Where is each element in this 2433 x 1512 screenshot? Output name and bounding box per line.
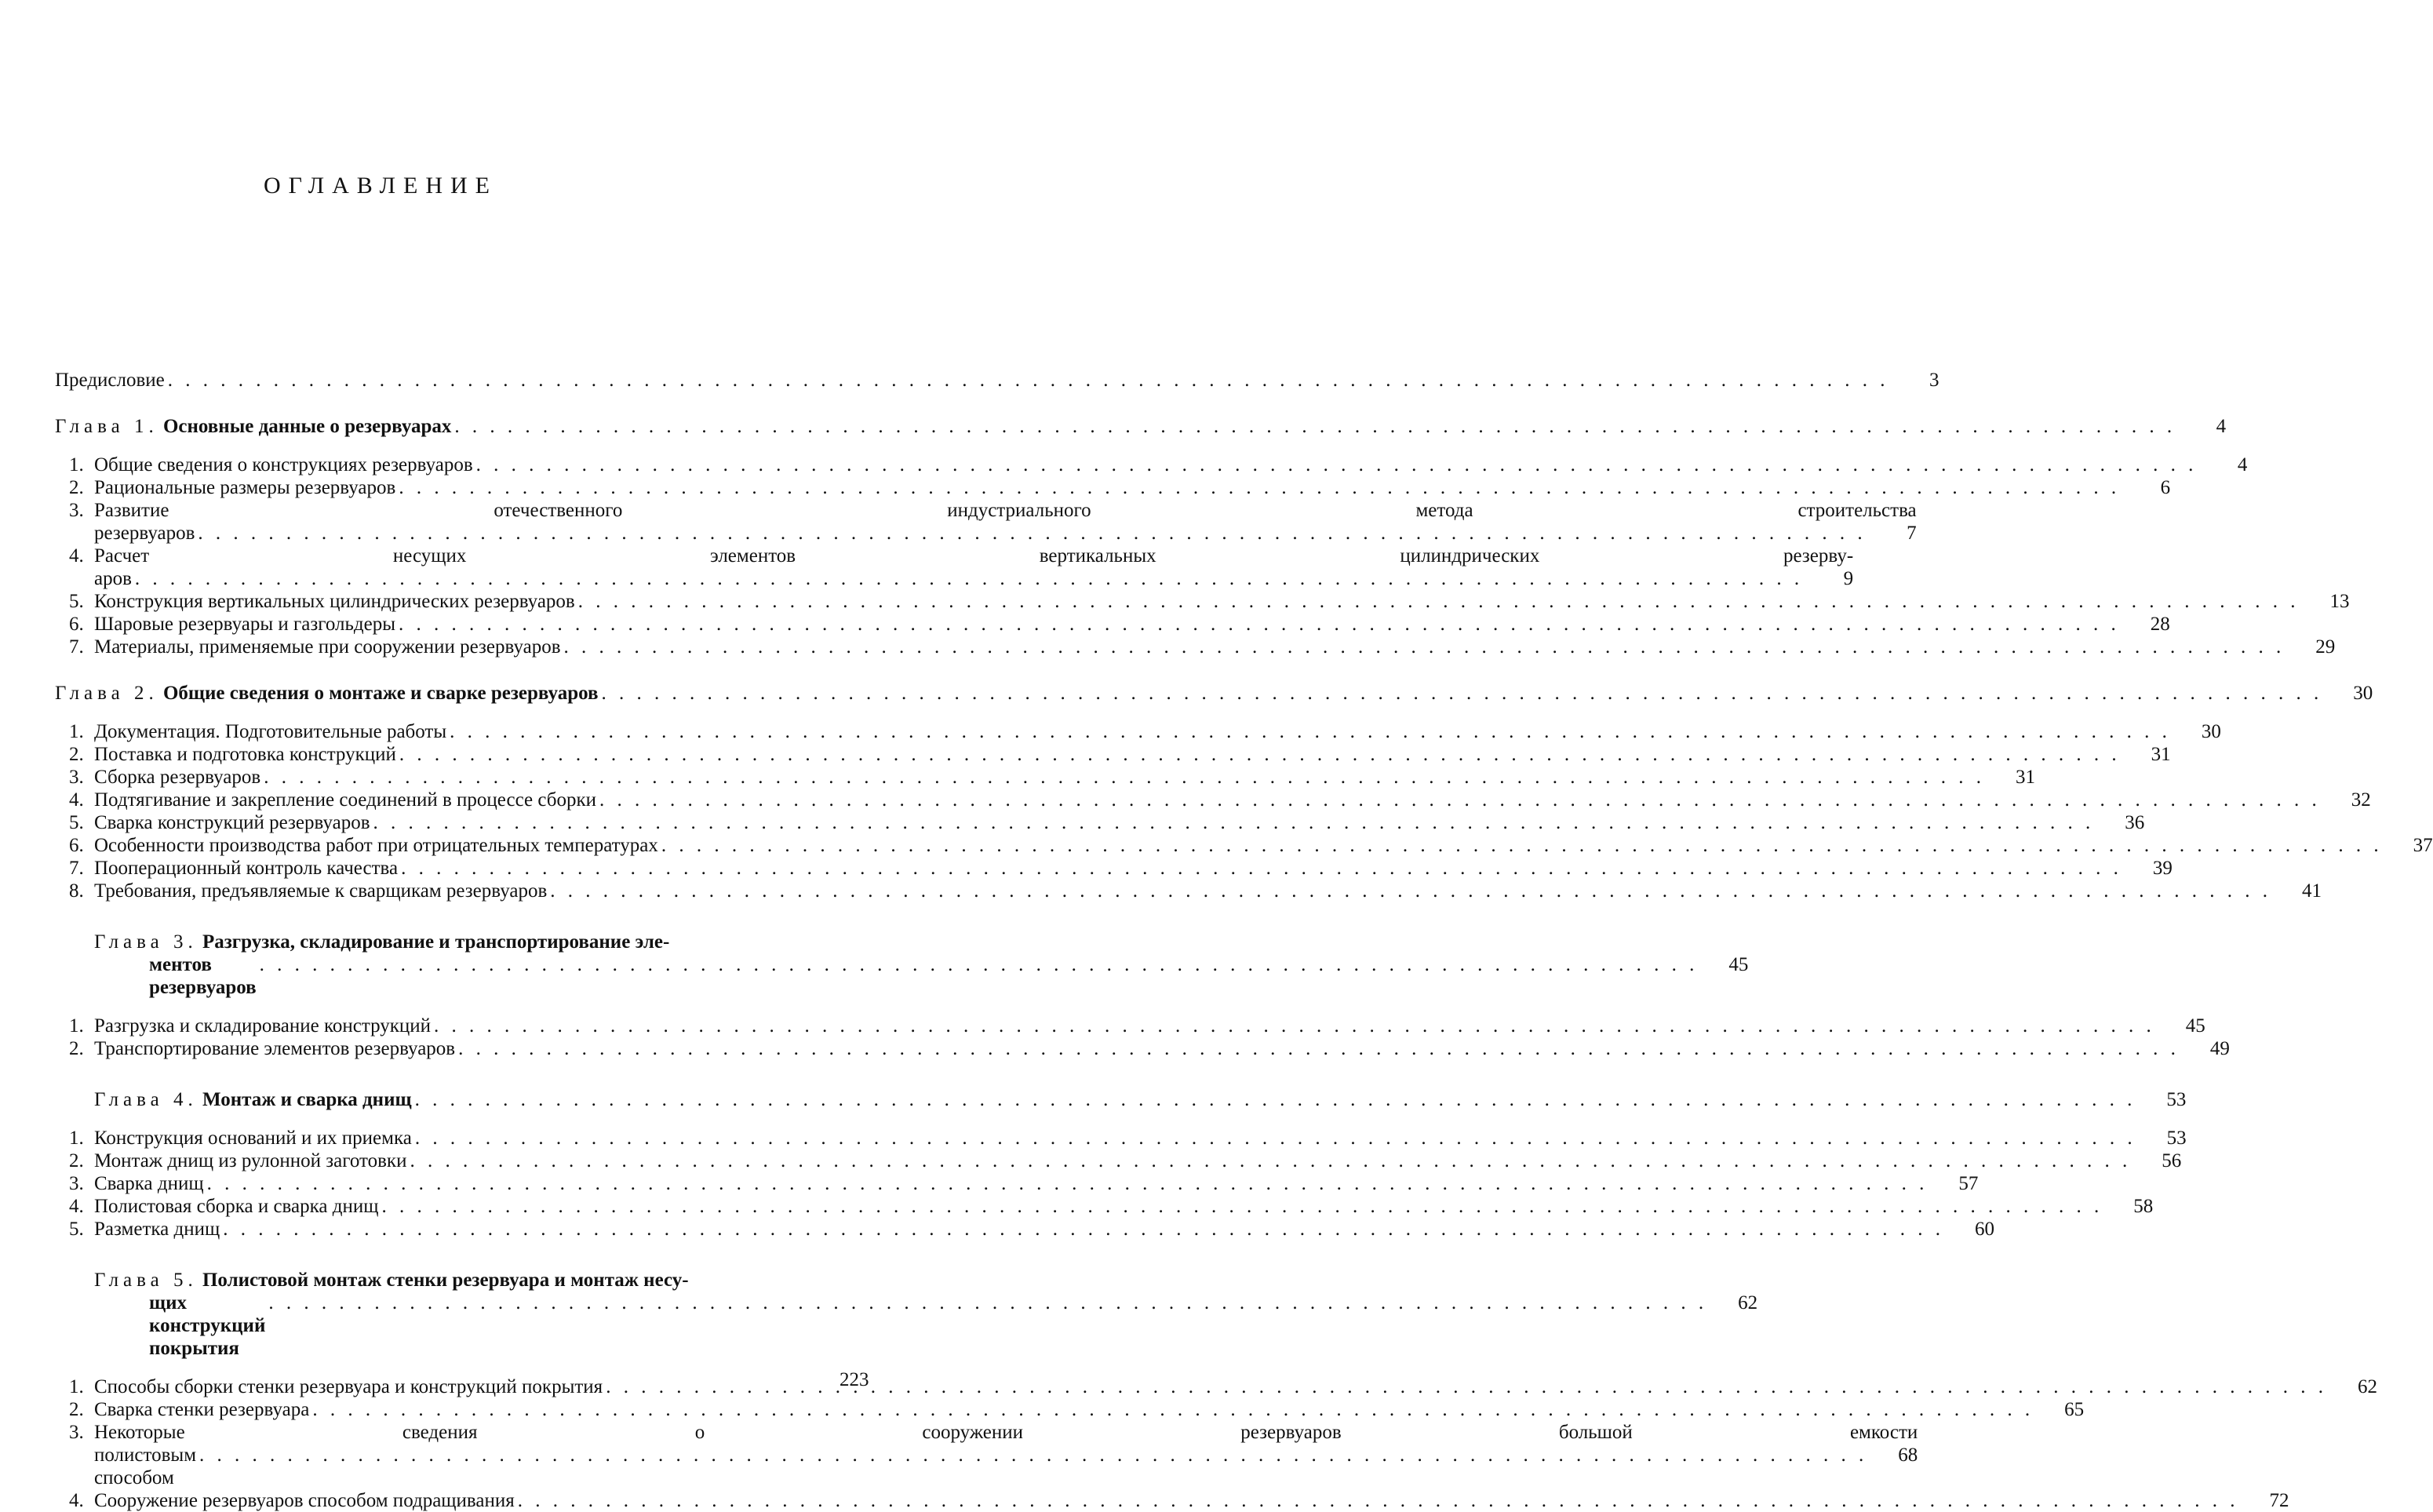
leader-dots (476, 454, 2198, 476)
chapter-page: 62 (1738, 1292, 1758, 1313)
section-page: 62 (2357, 1376, 2377, 1397)
section-title-line-2: аров (94, 568, 132, 589)
leader-dots (661, 834, 2383, 857)
section-page: 37 (2413, 835, 2433, 856)
table-of-contents (55, 369, 2433, 1512)
toc-section[interactable] (55, 1398, 2085, 1421)
chapter-page: 45 (1728, 954, 1749, 975)
leader-dots (223, 1218, 1944, 1241)
chapter-title-line-2: ментов резервуаров (149, 954, 257, 998)
section-number: 2. (69, 1399, 84, 1420)
section-page: 72 (2269, 1490, 2289, 1511)
section-number: 2. (69, 1038, 84, 1059)
leader-dots (415, 1127, 2136, 1149)
section-title: Материалы, применяемые при сооружении резервуаров (94, 636, 561, 658)
leader-dots (168, 369, 1889, 392)
leader-dots (264, 766, 1985, 789)
section-number: 6. (69, 614, 84, 635)
section-number: 2. (69, 477, 84, 498)
toc-chapter-heading[interactable] (55, 415, 2227, 438)
toc-section[interactable] (55, 880, 2322, 902)
toc-chapter-heading[interactable] (55, 931, 1749, 999)
toc-entry-title: Предисловие (55, 370, 165, 391)
toc-section[interactable] (55, 636, 2336, 658)
toc-section[interactable] (55, 476, 2171, 499)
toc-section[interactable] (55, 499, 1917, 545)
toc-section[interactable] (55, 1218, 1994, 1241)
toc-chapter-heading[interactable] (55, 682, 2373, 705)
toc-section[interactable] (55, 811, 2145, 834)
leader-dots (434, 1015, 2155, 1037)
leader-dots (399, 613, 2120, 636)
section-title: Особенности производства работ при отрицательных температурах (94, 835, 658, 856)
section-page: 32 (2351, 789, 2371, 811)
section-title: Документация. Подготовительные работы (94, 721, 447, 742)
toc-section[interactable] (55, 1172, 1979, 1195)
section-number: 2. (69, 1150, 84, 1171)
section-number: 3. (69, 767, 84, 788)
section-title: Сварка стенки резервуара (94, 1399, 310, 1420)
section-number: 5. (69, 1219, 84, 1240)
leader-dots (312, 1398, 2034, 1421)
leader-dots (373, 811, 2095, 834)
section-title: Сварка днищ (94, 1173, 204, 1194)
section-title-line-1: Расчет несущих элементов вертикальных цилиндрических резерву- (94, 545, 1854, 567)
leader-dots (399, 743, 2121, 766)
section-title: Конструкция вертикальных цилиндрических резервуаров (94, 591, 575, 612)
leader-dots (260, 953, 1699, 976)
leader-dots (198, 522, 1866, 545)
section-page: 36 (2125, 812, 2145, 833)
section-number: 1. (69, 454, 84, 475)
leader-dots (458, 1037, 2180, 1060)
page-title: ОГЛАВЛЕНИЕ (264, 173, 497, 199)
section-page: 7 (1907, 523, 1917, 544)
section-title-line-2: резервуаров (94, 523, 195, 544)
toc-section[interactable] (55, 720, 2221, 743)
section-number: 4. (69, 1490, 84, 1511)
toc-chapter-heading[interactable] (55, 1269, 1758, 1360)
page-number: 223 (840, 1369, 869, 1390)
leader-dots (564, 636, 2285, 658)
section-page: 39 (2152, 858, 2173, 879)
toc-section[interactable] (55, 1127, 2187, 1149)
section-page: 56 (2162, 1150, 2182, 1171)
section-page: 58 (2133, 1196, 2154, 1217)
section-page: 60 (1974, 1219, 1994, 1240)
section-page: 65 (2064, 1399, 2085, 1420)
leader-dots (454, 415, 2176, 438)
toc-section[interactable] (55, 1421, 1918, 1489)
section-title: Сооружение резервуаров способом подращивания (94, 1490, 515, 1511)
section-page: 53 (2166, 1128, 2187, 1149)
section-page: 9 (1843, 568, 1854, 589)
section-page: 41 (2302, 880, 2322, 902)
section-title: Шаровые резервуары и газгольдеры (94, 614, 396, 635)
leader-dots (415, 1088, 2136, 1111)
section-page: 31 (2015, 767, 2035, 788)
leader-dots (518, 1489, 2239, 1512)
chapter-label: Глава 5. (94, 1270, 198, 1291)
toc-section[interactable] (55, 590, 2350, 613)
section-page: 28 (2150, 614, 2170, 635)
toc-section[interactable] (55, 1037, 2230, 1060)
section-title: Пооперационный контроль качества (94, 858, 399, 879)
toc-chapter-heading[interactable] (55, 1088, 2187, 1111)
leader-dots (199, 1444, 1867, 1466)
leader-dots (410, 1149, 2131, 1172)
toc-section[interactable] (55, 743, 2171, 766)
section-number: 4. (69, 545, 84, 567)
section-number: 8. (69, 880, 84, 902)
chapter-label: Глава 2. (55, 683, 158, 704)
section-title-line-1: Развитие отечественного индустриального метода строительства (94, 500, 1917, 521)
leader-dots (550, 880, 2271, 902)
chapter-title: Общие сведения о монтаже и сварке резервуаров (162, 683, 599, 704)
section-title: Сборка резервуаров (94, 767, 261, 788)
toc-section[interactable] (55, 545, 1854, 590)
chapter-page: 53 (2166, 1089, 2187, 1110)
chapter-label: Глава 4. (94, 1089, 198, 1110)
chapter-page: 30 (2353, 683, 2373, 704)
section-number: 3. (69, 1422, 84, 1443)
leader-dots (450, 720, 2171, 743)
leader-dots (207, 1172, 1929, 1195)
chapter-title: Монтаж и сварка днищ (202, 1089, 412, 1110)
leader-dots (381, 1195, 2103, 1218)
chapter-title: Основные данные о резервуарах (162, 416, 452, 437)
section-title: Монтаж днищ из рулонной заготовки (94, 1150, 407, 1171)
section-title: Поставка и подготовка конструкций (94, 744, 396, 765)
leader-dots (578, 590, 2300, 613)
leader-dots (401, 857, 2122, 880)
chapter-title-line-1: Полистовой монтаж стенки резервуара и монтаж несу- (202, 1270, 689, 1291)
chapter-title-line-1: Разгрузка, складирование и транспортирование эле- (202, 931, 670, 953)
section-number: 3. (69, 1173, 84, 1194)
toc-section[interactable] (55, 613, 2170, 636)
chapter-page: 4 (2216, 416, 2227, 437)
leader-dots (399, 476, 2120, 499)
leader-dots (599, 789, 2321, 811)
section-title: Конструкция оснований и их приемка (94, 1128, 412, 1149)
section-title-line-1: Некоторые сведения о сооружении резервуаров большой емкости (94, 1422, 1918, 1443)
section-number: 7. (69, 858, 84, 879)
toc-entry-page: 3 (1929, 370, 1939, 391)
section-title-line-2: полистовым способом (94, 1445, 197, 1488)
section-number: 5. (69, 591, 84, 612)
section-title: Общие сведения о конструкциях резервуаров (94, 454, 473, 475)
section-title: Разгрузка и складирование конструкций (94, 1015, 432, 1037)
section-page: 57 (1958, 1173, 1979, 1194)
leader-dots (268, 1292, 1707, 1314)
section-page: 6 (2160, 477, 2171, 498)
toc-entry-preface[interactable] (55, 369, 1939, 392)
toc-section[interactable] (55, 766, 2035, 789)
section-number: 7. (69, 636, 84, 658)
toc-section[interactable] (55, 1489, 2289, 1512)
section-number: 5. (69, 812, 84, 833)
chapter-label: Глава 1. (55, 416, 158, 437)
section-page: 68 (1898, 1445, 1918, 1466)
leader-dots (135, 567, 1803, 590)
section-title: Транспортирование элементов резервуаров (94, 1038, 456, 1059)
section-number: 1. (69, 1128, 84, 1149)
section-number: 3. (69, 500, 84, 521)
section-number: 1. (69, 1015, 84, 1037)
section-title: Подтягивание и закрепление соединений в процессе сборки (94, 789, 597, 811)
section-number: 1. (69, 721, 84, 742)
section-page: 49 (2209, 1038, 2230, 1059)
section-title: Сварка конструкций резервуаров (94, 812, 370, 833)
leader-dots (601, 682, 2322, 705)
toc-section[interactable] (55, 857, 2173, 880)
chapter-label: Глава 3. (94, 931, 198, 953)
section-page: 13 (2329, 591, 2350, 612)
section-title: Рациональные размеры резервуаров (94, 477, 396, 498)
section-page: 30 (2201, 721, 2221, 742)
toc-section[interactable] (55, 1015, 2205, 1037)
section-page: 29 (2315, 636, 2336, 658)
toc-section[interactable] (55, 834, 2433, 857)
section-title: Полистовая сборка и сварка днищ (94, 1196, 379, 1217)
section-number: 4. (69, 789, 84, 811)
toc-section[interactable] (55, 1149, 2182, 1172)
section-title: Способы сборки стенки резервуара и конструкций покрытия (94, 1376, 603, 1397)
section-title: Требования, предъявляемые к сварщикам резервуаров (94, 880, 548, 902)
toc-section[interactable] (55, 454, 2248, 476)
section-title: Разметка днищ (94, 1219, 220, 1240)
toc-section[interactable] (55, 1195, 2154, 1218)
toc-section[interactable] (55, 789, 2371, 811)
section-number: 2. (69, 744, 84, 765)
section-number: 4. (69, 1196, 84, 1217)
section-number: 6. (69, 835, 84, 856)
section-page: 4 (2237, 454, 2248, 475)
chapter-title-line-2: щих конструкций покрытия (149, 1292, 266, 1359)
section-number: 1. (69, 1376, 84, 1397)
section-page: 31 (2151, 744, 2171, 765)
section-page: 45 (2185, 1015, 2205, 1037)
